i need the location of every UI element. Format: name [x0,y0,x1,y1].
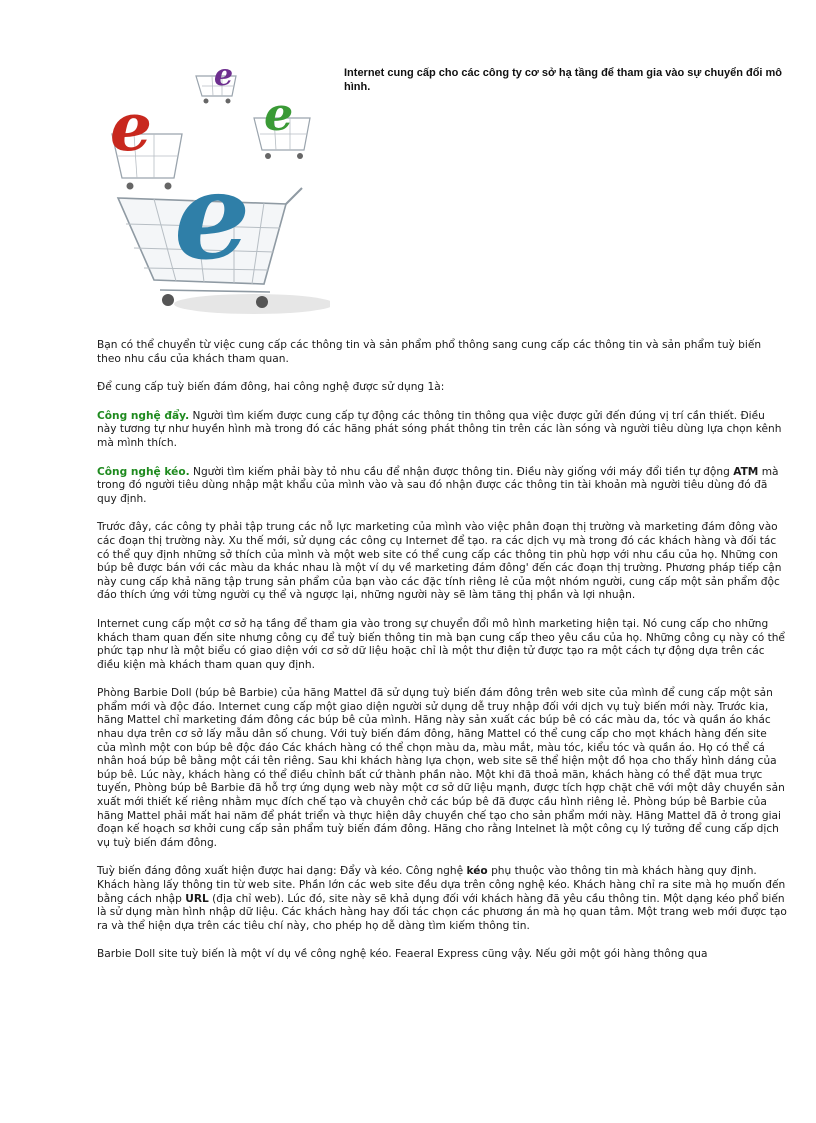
shopping-carts-illustration [104,58,330,316]
paragraph-pull-technology [97,466,787,507]
atm-term: ATM [733,465,759,478]
forms-text-c: (địa chỉ web). Lúc đó, site này sẽ khả dụng đối với khách hàng đã yêu cầu thông tin. Một dạng kéo phổ biến là sử dụng màn hình nhập dữ liệu. Các khách hàng hay đối tác chọn các phương án mà họ quan tâm. Một trang web mới được tạo ra và thể hiện dựa trên các tiêu chí này, cho phép họ dễ dàng tìm kiếm thông tin. [97,892,787,932]
small-cart-red [110,88,182,190]
url-term: URL [185,892,209,905]
pull-technology-text-a: Người tìm kiếm phải bày tỏ nhu cầu để nhận được thông tin. Điều này giống với máy đổi tiền tự động [189,465,734,478]
letter-e-green: e [264,87,294,141]
paragraph-2: Để cung cấp tuỳ biến đám đông, hai công nghệ được sử dụng 1à: [97,381,445,394]
cart-shadow [174,294,330,314]
small-cart-green [254,87,310,159]
letter-e-red: e [110,88,152,166]
figure-caption: Internet cung cấp cho các công ty cơ sở hạ tầng để tham gia vào sự chuyển đổi mô hình. [344,67,783,93]
paragraph-6: Internet cung cấp một cơ sở hạ tầng để tham gia vào trong sự chuyển đổi mô hình marketing hiện tại. Nó cung cấp cho những khách tham quan đến site nhưng công cụ để tuỳ biến thông tin mà bạn cung cấp theo yêu cầu của họ. Những công cụ này có thể phức tạp như là một biểu có giao diện với cơ sở dữ liệu hoặc chỉ là một thư điện tử được tạo ra một cách tự động dựa trên các điều kiện mà khách tham quan quy định. [97,617,785,671]
push-technology-text: Người tìm kiếm được cung cấp tự động các thông tin thông qua việc được gửi đến đúng vị trí cần thiết. Điều này tương tự như huyền hình mà trong đó các hãng phát sóng phát thông tin trên các làn sóng và người tiêu dùng lựa chọn kênh mà mình thích. [97,409,782,449]
paragraph-9: Barbie Doll site tuỳ biến là một ví dụ về công nghệ kéo. Feaeral Express cũng vậy. Nếu gởi một gói hàng thông qua [97,948,708,961]
large-cart-blue [118,146,302,308]
paragraph-push-technology [97,410,787,451]
keo-term: kéo [466,865,488,878]
small-cart-purple [196,58,236,104]
letter-e-blue: e [174,146,251,287]
push-technology-term: Công nghệ đẩy. [97,409,190,422]
paragraph-1: Bạn có thể chuyển từ việc cung cấp các thông tin và sản phẩm phổ thông sang cung cấp các thông tin và sản phẩm tuỳ biến theo nhu cầu của khách tham quan. [97,339,762,365]
paragraph-5: Trước đây, các công ty phải tập trung các nỗ lực marketing của mình vào việc phân đoạn thị trường và marketing đám đông vào các đoạn thị trường này. Xu thế mới, sử dụng các công cụ Internet để tạo. ra các dịch vụ mà trong đó các khách hàng và đối tác có thể quy định những sở thích của mình và một web site có thể cung cấp các thông tin phù hợp với nhu cầu của họ. Những con búp bê được bán với các màu da khác nhau là một ví dụ về marketing đám đông' đến các đoạn thị trường. Phương pháp tiếp cận này cung cấp khả năng tập trung sản phẩm của bạn vào các đặc tính riêng lẻ của một nhóm người, cung cấp một sản phẩm độc đáo thích ứng với từng người cụ thể và ngược lại, những người này sẽ làm tăng thị phần và lợi nhuận. [97,521,782,602]
forms-text-b: phụ thuộc vào thông tin mà khách hàng quy định. Khách hàng lấy thông tin từ web site. Phần lớn các web site đều dựa trên công nghệ kéo. Khách hàng chỉ ra site mà họ muốn đến bằng cách nhập [97,865,786,905]
pull-technology-term: Công nghệ kéo. [97,465,190,478]
paragraph-customization-forms [97,865,787,933]
forms-text-a: Tuỳ biến đáng đông xuất hiện được hai dạng: Đẩy và kéo. Công nghệ [97,865,467,878]
paragraph-barbie: Phòng Barbie Doll (búp bê Barbie) của hãng Mattel đã sử dụng tuỳ biến đám đông trên web site của mình để cung cấp một sản phẩm mới và độc đáo. Internet cung cấp một giao diện người sử dụng dễ truy nhập đối với dịch vụ tuỳ biến mới này. Trước kia, hãng Mattel chỉ marketing đám đông các búp bê của mình. Hãng này sản xuất các búp bê có các màu da, tóc và quần áo khác nhau dựa trên cơ sở lấy mẫu dân số chung. Với tuỳ biến đám đông, hãng Mattel có thể cung cấp cho mọt khách hàng đến site của mình một con búp bê độc đáo Các khách hàng có thể chọn màu da, màu mắt, màu tóc, kiểu tóc và quần áo. Họ có thể cá nhân hoá búp bê bằng một cái tên riêng. Sau khi khách hàng lựa chọn, web site sẽ thể hiện một đồ họa cho thấy hình dáng của búp bê. Lúc này, khách hàng có thể điều chỉnh bất cứ thành phần nào. Một khi đã thoả mãn, khách hàng có thể đặt mua trực tuyến, Phòng búp bê Barbie đã hỗ trợ ứng dụng web này một cơ sở dữ liệu mạnh, được tích hợp chặt chẽ với một dây chuyền sản xuất mới thiết kế riêng nhằm mục đích chế tạo và chuyên chở các búp bê đã được cầu hình riêng lẻ. Phòng búp bê Barbie của hãng Mattel phải mất hai năm để phát triển và thực hiện dây chuyền chế tạo cho sản phẩm mới này. Hãng Mattel đã ở trong giai đoạn kế hoạch sơ khởi cung cấp sản phẩm tuỳ biến đám đông. Hãng cho rằng Intelnet là một công cụ lý tưởng để cung cấp dịch vụ tuỳ biến đám đông. [97,687,785,849]
pull-technology-text-b: mà trong đó người tiêu dùng nhập mật khẩu của mình vào và sau đó nhận được các thông tin tài khoản mà người tiêu dùng đó đã quy định. [97,465,779,505]
letter-e-purple: e [214,58,234,93]
document-body [97,339,787,977]
